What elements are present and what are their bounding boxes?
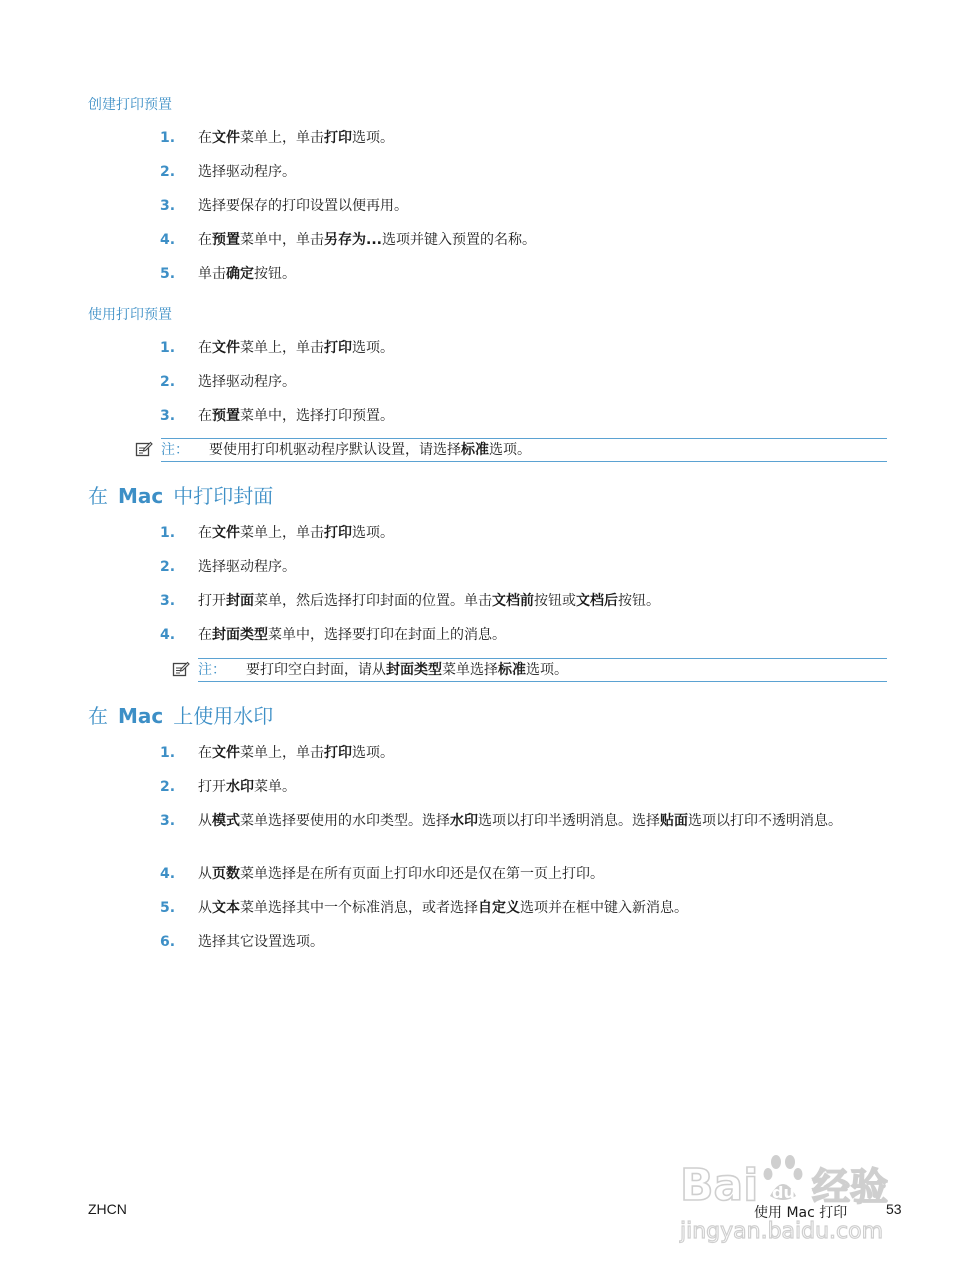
- text-run: 菜单上，单击: [240, 525, 324, 541]
- ui-term: 打印: [324, 130, 352, 146]
- step-text: [198, 231, 890, 249]
- watermark-url: jingyan.baidu.com: [680, 1219, 884, 1244]
- watermark-brand2: du: [772, 1183, 795, 1202]
- step-number: 1.: [160, 130, 176, 146]
- ui-term: 贴面: [660, 813, 688, 829]
- text-run: 选择要保存的打印设置以便再用。: [198, 198, 408, 214]
- step-text: [198, 899, 890, 917]
- text-run: 选项。: [352, 525, 394, 541]
- text-run: 在: [198, 745, 212, 761]
- ui-term: 标准: [498, 662, 526, 678]
- footer-locale: ZHCN: [88, 1201, 127, 1217]
- watermark-brand: Bai: [680, 1160, 759, 1211]
- step-number: 2.: [160, 779, 176, 795]
- step-number: 4.: [160, 627, 176, 643]
- watermark-cn: 经验: [812, 1165, 889, 1209]
- note-icon: [135, 440, 153, 458]
- ui-term: 文件: [212, 130, 240, 146]
- heading-part: 上使用水印: [173, 704, 274, 728]
- text-run: 菜单，然后选择打印封面的位置。单击: [254, 593, 492, 609]
- note-box: [161, 438, 887, 462]
- note-box: [198, 658, 887, 682]
- text-run: 在: [198, 130, 212, 146]
- ui-term: 水印: [226, 779, 254, 795]
- text-run: 菜单中，选择要打印在封面上的消息。: [268, 627, 506, 643]
- step-number: 1.: [160, 340, 176, 356]
- heading-watermark: [88, 703, 273, 729]
- heading-part: 在: [88, 484, 108, 508]
- text-run: 按钮。: [618, 593, 660, 609]
- subheading-create-preset: 创建打印预置: [88, 97, 172, 113]
- heading-part: Mac: [118, 704, 164, 728]
- step-number: 4.: [160, 866, 176, 882]
- step-text: [198, 265, 890, 283]
- text-run: 按钮或: [534, 593, 576, 609]
- step-text: [198, 558, 890, 576]
- text-run: 菜单中，单击: [240, 232, 324, 248]
- step-number: 1.: [160, 525, 176, 541]
- step-text: [198, 197, 890, 215]
- note-label: 注：: [198, 662, 226, 678]
- ui-term: 页数: [212, 866, 240, 882]
- step-number: 5.: [160, 900, 176, 916]
- text-run: 选项。: [352, 340, 394, 356]
- step-text: [198, 812, 890, 830]
- page-number: 53: [886, 1201, 902, 1217]
- ui-term: 预置: [212, 408, 240, 424]
- ui-term: 模式: [212, 813, 240, 829]
- ui-term: 文本: [212, 900, 240, 916]
- step-text: [198, 163, 890, 181]
- step-number: 2.: [160, 559, 176, 575]
- step-text: [198, 373, 890, 391]
- ui-term: 文件: [212, 745, 240, 761]
- ui-term: 文件: [212, 340, 240, 356]
- ui-term: 文件: [212, 525, 240, 541]
- step-number: 3.: [160, 593, 176, 609]
- step-number: 4.: [160, 232, 176, 248]
- text-run: 菜单上，单击: [240, 340, 324, 356]
- text-run: 单击: [198, 266, 226, 282]
- step-text: [198, 626, 890, 644]
- ui-term: 文档后: [576, 593, 618, 609]
- ui-term: 另存为...: [324, 232, 382, 248]
- ui-term: 预置: [212, 232, 240, 248]
- text-run: 菜单上，单击: [240, 130, 324, 146]
- ui-term: 标准: [461, 442, 489, 458]
- text-run: 从: [198, 813, 212, 829]
- text-run: 选择驱动程序。: [198, 374, 296, 390]
- step-text: [198, 339, 890, 357]
- text-run: 选项并键入预置的名称。: [381, 232, 536, 248]
- text-run: 要使用打印机驱动程序默认设置，请选择: [209, 442, 461, 458]
- note-text: [246, 661, 568, 679]
- text-run: 菜单选择: [442, 662, 498, 678]
- note-text: [209, 441, 531, 459]
- step-number: 3.: [160, 408, 176, 424]
- ui-term: 封面: [226, 593, 254, 609]
- text-run: 菜单选择是在所有页面上打印水印还是仅在第一页上打印。: [240, 866, 604, 882]
- ui-term: 打印: [324, 525, 352, 541]
- text-run: 选项。: [526, 662, 568, 678]
- heading-part: 在: [88, 704, 108, 728]
- ui-term: 自定义: [478, 900, 520, 916]
- text-run: 在: [198, 627, 212, 643]
- text-run: 选择驱动程序。: [198, 559, 296, 575]
- text-run: 选项。: [352, 130, 394, 146]
- text-run: 选择其它设置选项。: [198, 934, 324, 950]
- text-run: 在: [198, 232, 212, 248]
- text-run: 从: [198, 866, 212, 882]
- ui-term: 水印: [450, 813, 478, 829]
- heading-part: Mac: [118, 484, 164, 508]
- footer-chapter: 使用 Mac 打印: [754, 1205, 848, 1221]
- text-run: 选项以打印不透明消息。: [688, 813, 842, 829]
- text-run: 按钮。: [254, 266, 296, 282]
- baidu-jingyan-watermark: [676, 1138, 906, 1248]
- text-run: 选项以打印半透明消息。选择: [478, 813, 660, 829]
- ui-term: 封面类型: [386, 662, 442, 678]
- step-text: [198, 592, 890, 610]
- step-text: [198, 524, 890, 542]
- heading-cover-page: [88, 483, 273, 509]
- text-run: 在: [198, 525, 212, 541]
- text-run: 打开: [198, 593, 226, 609]
- step-text: [198, 865, 890, 883]
- step-number: 3.: [160, 813, 176, 829]
- paw-icon: [764, 1155, 803, 1202]
- note-label: 注：: [161, 442, 189, 458]
- text-run: 菜单。: [254, 779, 296, 795]
- text-run: 选项。: [352, 745, 394, 761]
- step-number: 1.: [160, 745, 176, 761]
- note-icon: [172, 660, 190, 678]
- text-run: 菜单选择要使用的水印类型。选择: [240, 813, 450, 829]
- text-run: 选项。: [489, 442, 531, 458]
- ui-term: 打印: [324, 745, 352, 761]
- step-number: 6.: [160, 934, 176, 950]
- ui-term: 文档前: [492, 593, 534, 609]
- text-run: 菜单中，选择打印预置。: [240, 408, 394, 424]
- text-run: 打开: [198, 779, 226, 795]
- step-text: [198, 129, 890, 147]
- ui-term: 打印: [324, 340, 352, 356]
- text-run: 要打印空白封面，请从: [246, 662, 386, 678]
- step-number: 5.: [160, 266, 176, 282]
- text-run: 菜单选择其中一个标准消息，或者选择: [240, 900, 478, 916]
- ui-term: 确定: [226, 266, 254, 282]
- ui-term: 封面类型: [212, 627, 268, 643]
- step-text: [198, 407, 890, 425]
- text-run: 选项并在框中键入新消息。: [520, 900, 688, 916]
- text-run: 菜单上，单击: [240, 745, 324, 761]
- text-run: 在: [198, 408, 212, 424]
- text-run: 在: [198, 340, 212, 356]
- step-number: 3.: [160, 198, 176, 214]
- step-text: [198, 778, 890, 796]
- step-text: [198, 744, 890, 762]
- subheading-use-preset: 使用打印预置: [88, 307, 172, 323]
- heading-part: 中打印封面: [173, 484, 274, 508]
- step-number: 2.: [160, 374, 176, 390]
- text-run: 从: [198, 900, 212, 916]
- step-number: 2.: [160, 164, 176, 180]
- text-run: 选择驱动程序。: [198, 164, 296, 180]
- step-text: [198, 933, 890, 951]
